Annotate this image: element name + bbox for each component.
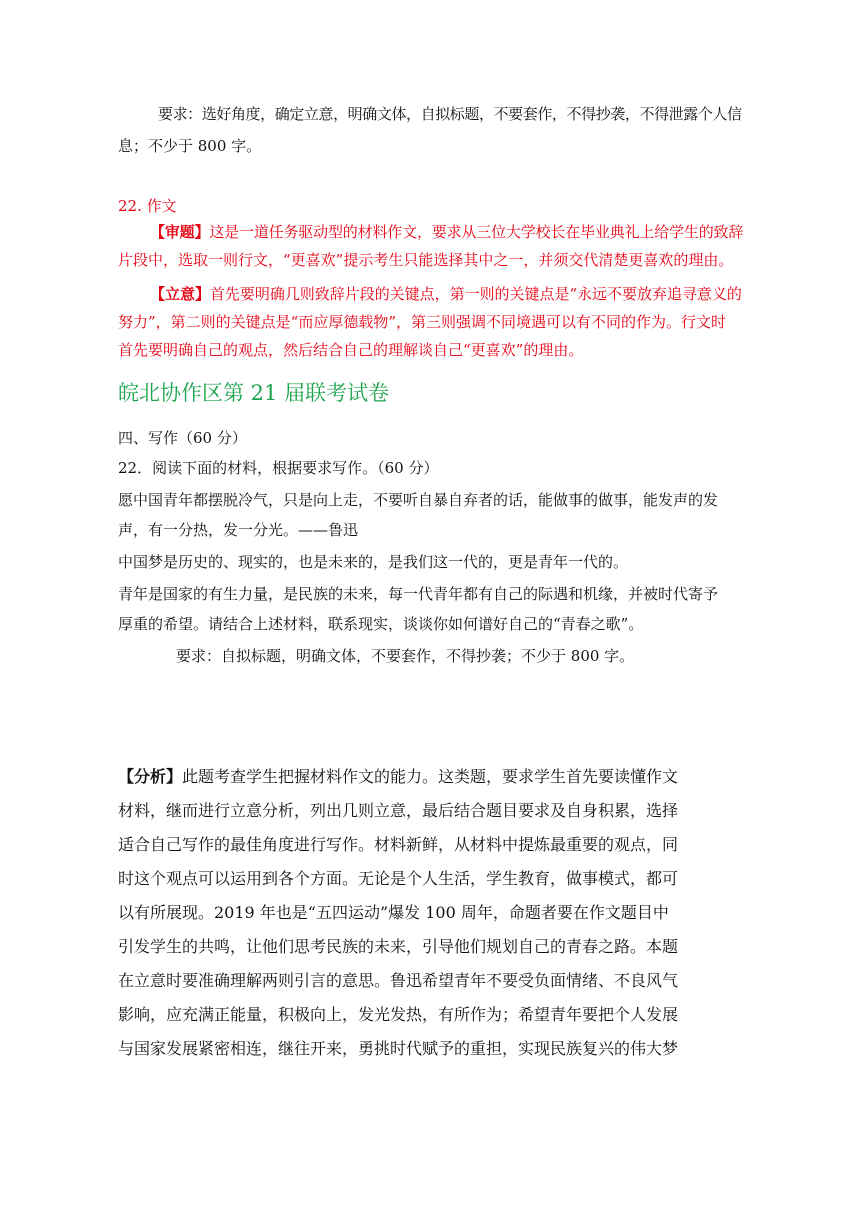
- analysis-line-1: [118, 767, 740, 787]
- question-line: 22．阅读下面的材料，根据要求写作。（60 分）: [118, 459, 439, 477]
- liyi-label: 【立意】: [150, 285, 210, 303]
- analysis-line-6: 引发学生的共鸣，让他们思考民族的未来，引导他们规划自己的青春之路。本题: [118, 937, 679, 956]
- liyi-text-1: 首先要明确几则致辞片段的关键点，第一则的关键点是“永远不要放弃追寻意义的: [209, 285, 742, 303]
- liyi-line-2: 努力”，第二则的关键点是“而应厚德载物”，第三则强调不同境遇可以有不同的作为。行文时: [118, 313, 727, 331]
- material-2-line-1: 中国梦是历史的、现实的，也是未来的，是我们这一代的，更是青年一代的。: [118, 553, 629, 571]
- material-3-line-2: 厚重的希望。请结合上述材料，联系现实，谈谈你如何谱好自己的“青春之歌”。: [118, 615, 644, 633]
- material-1-line-1: 愿中国青年都摆脱冷气，只是向上走，不要听自暴自弃者的话，能做事的做事，能发声的发: [118, 491, 719, 509]
- part-heading: 四、写作（60 分）: [118, 429, 247, 447]
- liyi-line-3: 首先要明确自己的观点，然后结合自己的理解谈自己“更喜欢”的理由。: [118, 341, 584, 359]
- analysis-line-8: 影响，应充满正能量，积极向上，发光发热，有所作为；希望青年要把个人发展: [118, 1005, 679, 1024]
- analysis-line-2: 材料，继而进行立意分析，列出几则立意，最后结合题目要求及自身积累，选择: [118, 801, 679, 820]
- exam-title: 皖北协作区第 21 届联考试卷: [118, 381, 390, 405]
- shenti-text-1: 这是一道任务驱动型的材料作文，要求从三位大学校长在毕业典礼上给学生的致辞: [209, 223, 744, 241]
- requirement-line-1: 要求：选好角度，确定立意，明确文体，自拟标题，不要套作，不得抄袭，不得泄露个人信: [158, 105, 742, 123]
- material-1-line-2: 声，有一分热，发一分光。——鲁迅: [118, 521, 359, 539]
- shenti-label: 【审题】: [150, 223, 210, 241]
- material-3-line-1: 青年是国家的有生力量，是民族的未来，每一代青年都有自己的际遇和机缘，并被时代寄予: [118, 585, 719, 603]
- analysis-line-9: 与国家发展紧密相连，继往开来，勇挑时代赋予的重担，实现民族复兴的伟大梦: [118, 1039, 679, 1058]
- analysis-line-5: 以有所展现。2019 年也是“五四运动”爆发 100 周年，命题者要在作文题目中: [118, 903, 669, 922]
- shenti-line-2: 片段中，选取一则行文，“更喜欢”提示考生只能选择其中之一，并须交代清楚更喜欢的理由。: [118, 251, 734, 269]
- analysis-text-1: 此题考查学生把握材料作文的能力。这类题，要求学生首先要读懂作文: [182, 767, 679, 786]
- exam-requirement: 要求：自拟标题，明确文体，不要套作，不得抄袭；不少于 800 字。: [176, 647, 635, 665]
- requirement-line-2: 息；不少于 800 字。: [118, 137, 262, 155]
- analysis-line-4: 时这个观点可以运用到各个方面。无论是个人生活，学生教育，做事模式，都可: [118, 869, 679, 888]
- analysis-line-7: 在立意时要准确理解两则引言的意思。鲁迅希望青年不要受负面情绪、不良风气: [118, 971, 679, 990]
- analysis-label: 【分析】: [118, 767, 183, 786]
- liyi-line-1: [150, 284, 742, 304]
- analysis-line-3: 适合自己写作的最佳角度进行写作。材料新鲜，从材料中提炼最重要的观点，同: [118, 835, 679, 854]
- answer-number: 22. 作文: [118, 197, 177, 215]
- shenti-line-1: [150, 222, 743, 242]
